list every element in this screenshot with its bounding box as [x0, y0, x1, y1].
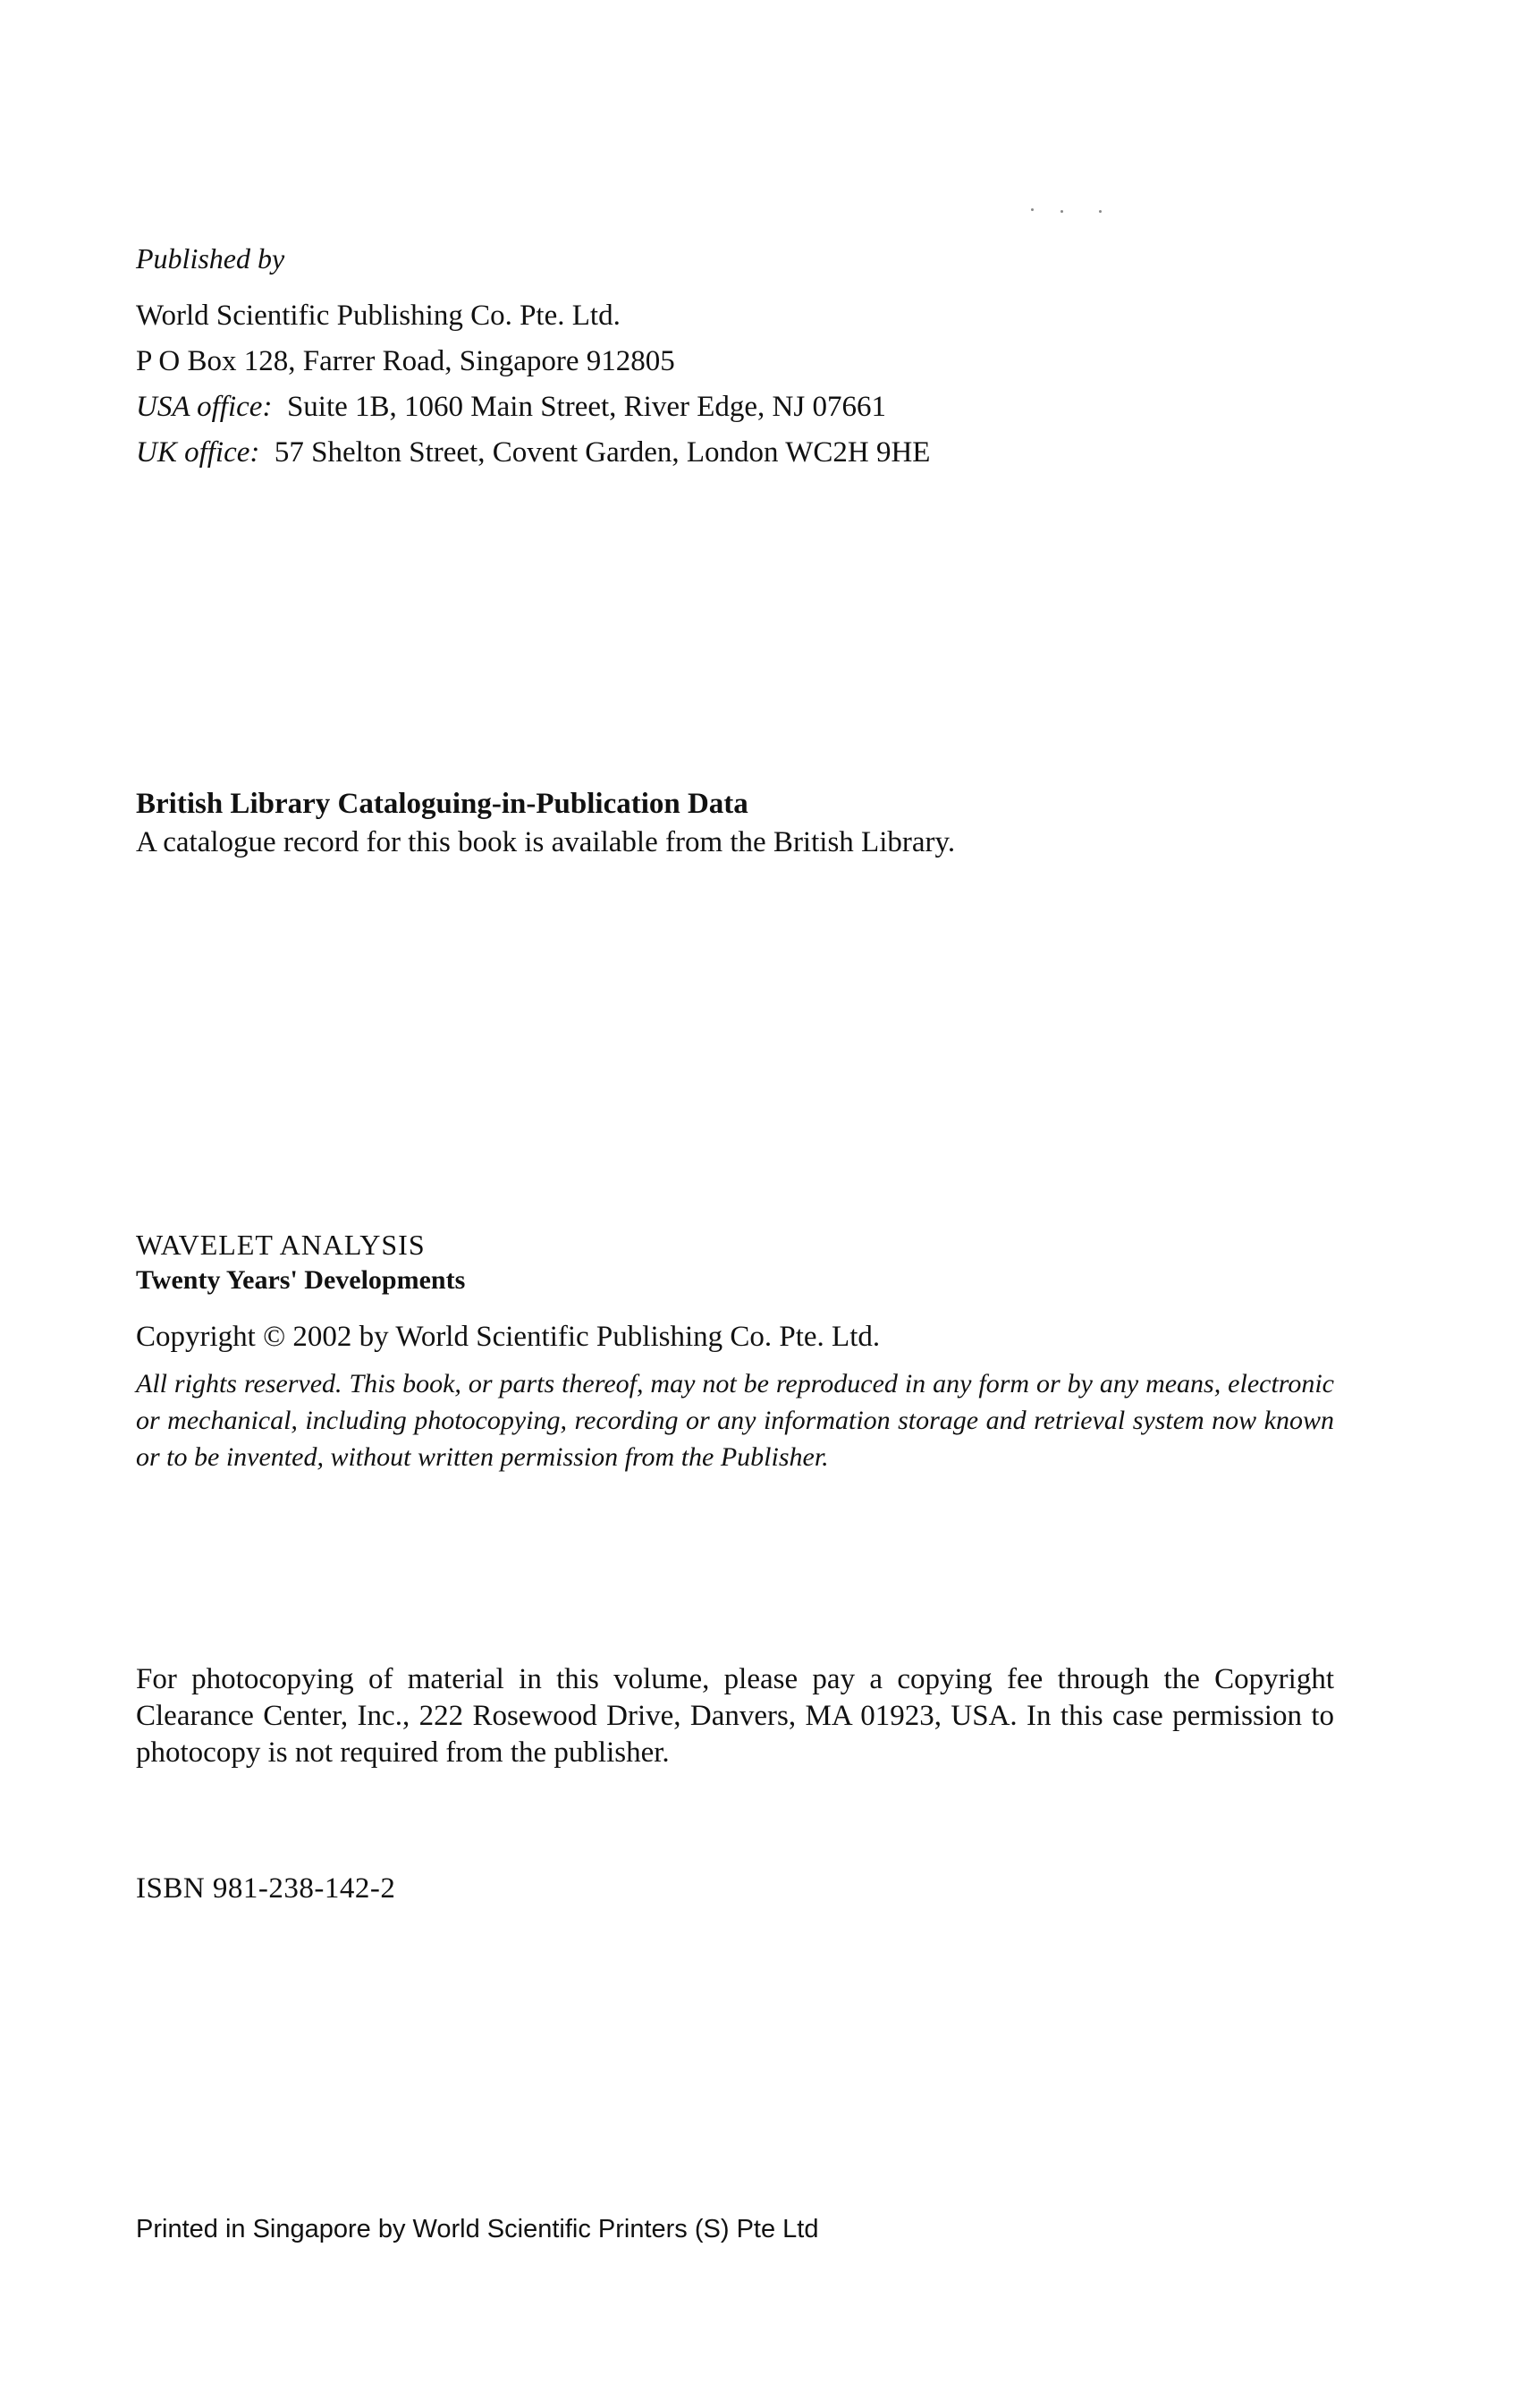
book-subtitle: Twenty Years' Developments: [136, 1265, 466, 1295]
publisher-name: World Scientific Publishing Co. Pte. Ltd.: [136, 300, 621, 332]
book-copyright-block: [136, 1227, 1334, 1475]
photocopy-notice: For photocopying of material in this volume, please pay a copying fee through the Copyright Clearance Center, Inc., 222 Rosewood Drive, Danvers, MA 01923, USA. In this case permission to photocopy is not required from the publisher.: [136, 1663, 1334, 1769]
cip-heading: British Library Cataloguing-in-Publication Data: [136, 788, 748, 820]
rights-statement: All rights reserved. This book, or parts thereof, may not be reproduced in any form or by any means, electronic or mechanical, including photocopying, recording or any information storage and retrieval system now known or to be invented, without written permission from the Publisher.: [136, 1369, 1334, 1472]
printer-line: Printed in Singapore by World Scientific Printers (S) Pte Ltd: [136, 2215, 819, 2243]
usa-office-label: USA office:: [136, 391, 273, 423]
isbn: ISBN 981-238-142-2: [136, 1872, 396, 1905]
scan-speck: [1060, 210, 1063, 213]
copyright-line: Copyright © 2002 by World Scientific Publishing Co. Pte. Ltd.: [136, 1321, 881, 1353]
uk-office-line: [136, 430, 1334, 476]
usa-office-address: Suite 1B, 1060 Main Street, River Edge, NJ 07661: [286, 391, 886, 423]
published-by-label: Published by: [136, 242, 285, 275]
usa-office-line: [136, 384, 1334, 430]
cip-text: A catalogue record for this book is available from the British Library.: [136, 826, 956, 858]
uk-office-label: UK office:: [136, 436, 260, 469]
scan-speck: [1031, 208, 1034, 211]
publisher-block: [136, 234, 1334, 476]
uk-office-address: 57 Shelton Street, Covent Garden, London WC2H 9HE: [274, 436, 931, 469]
book-title: WAVELET ANALYSIS: [136, 1229, 426, 1261]
scan-speck: [1099, 210, 1102, 213]
publisher-address: P O Box 128, Farrer Road, Singapore 912805: [136, 345, 675, 377]
cip-block: [136, 785, 1334, 862]
